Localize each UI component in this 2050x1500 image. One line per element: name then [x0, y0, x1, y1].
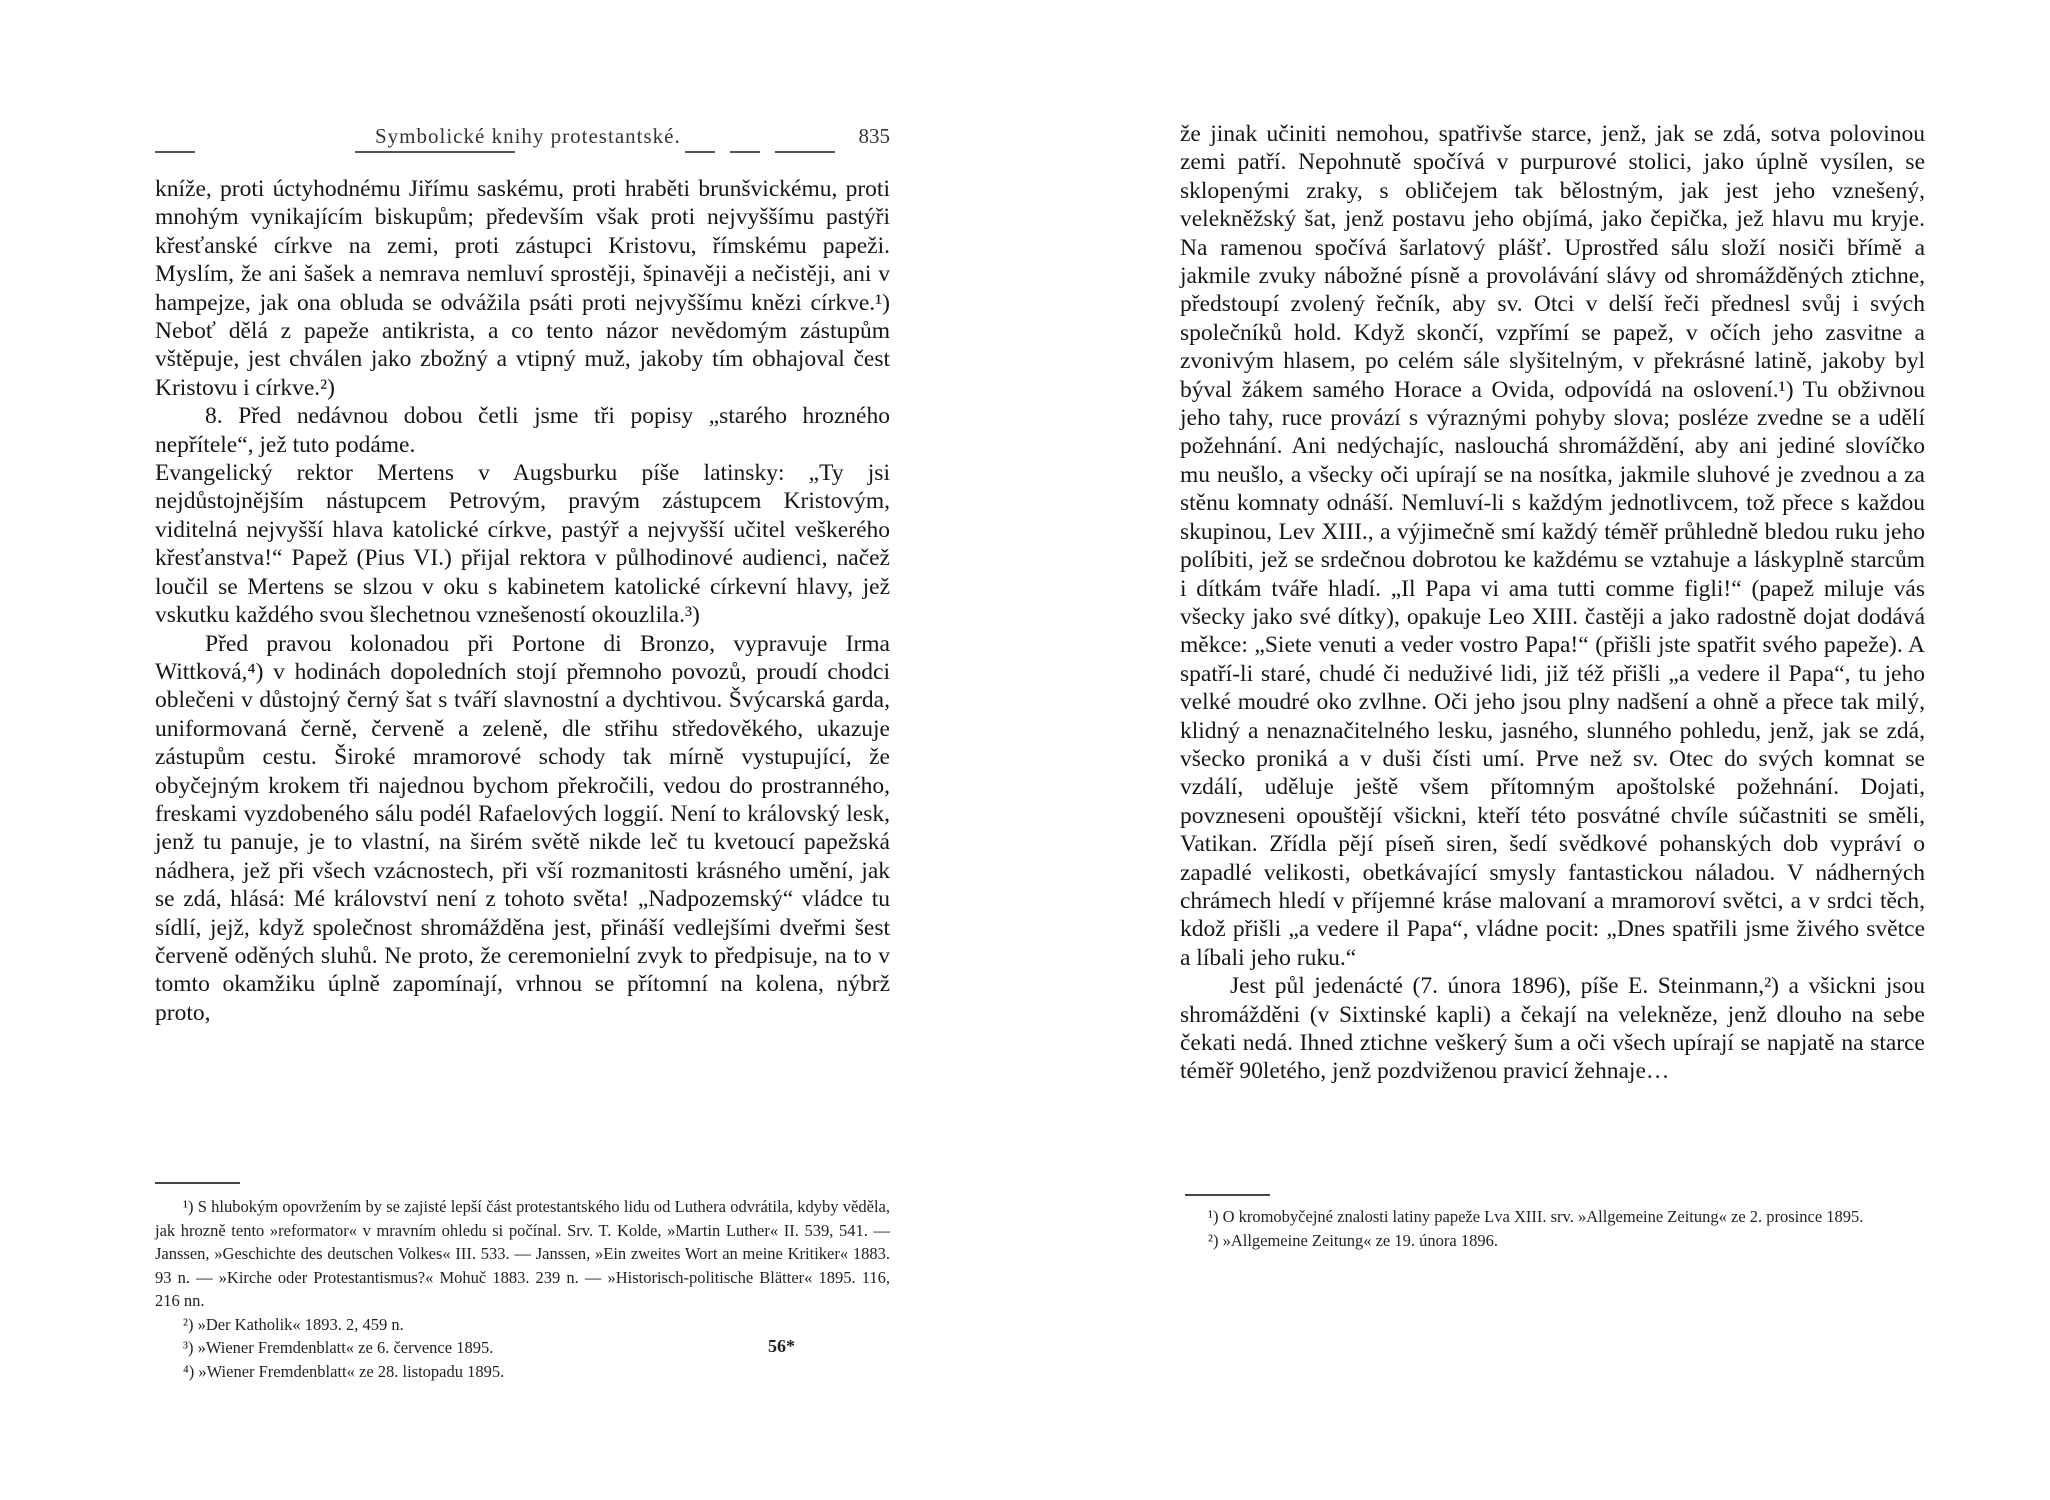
paragraph: Jest půl jedenácté (7. února 1896), píše E. Steinmann,²) a všickni jsou shromážděni (v Sixtinské kapli) a čekají na velekněze, jenž dlouho na sebe čekati nedá. Ihned ztichne veškerý šum a oči všech upírají se napjatě na starce téměř 90letého, jenž pozdviženou pravicí žehnaje… — [1180, 973, 1925, 1085]
page-number: 835 — [858, 124, 890, 148]
header-rule — [775, 151, 835, 153]
header-rule — [730, 151, 760, 153]
header-rule — [355, 151, 515, 153]
signature-mark: 56* — [768, 1336, 795, 1356]
paragraph: Před pravou kolonadou při Portone di Bronzo, vypravuje Irma Wittková,⁴) v hodinách dopoledních stojí přemnoho povozů, proudí chodci oblečeni v důstojný černý šat s tváří slavnostní a dychtivou. Švýcarská garda, uniformovaná černě, červeně a zeleně, dle střihu středověkého, ukazuje zástupům cestu. Široké mramorové schody tak mírně vystupující, že obyčejným krokem tři najednou bychom překročili, vedou do prostranného, freskami vyzdobeného sálu podél Rafaelových loggií. Není to královský lesk, jenž tu panuje, je to vlastní, na širém světě nikde leč tu kvetoucí papežská nádhera, jež při všech vzácnostech, při vší rozmanitosti krásného umění, jak se zdá, hlásá: Mé království není z tohoto světa! „Nadpozemský“ vládce tu sídlí, jejž, když společnost shromážděna jest, přináší vedlejšími dveřmi šest červeně oděných sluhů. Ne proto, že ceremonielní zvyk to předpisuje, na to v tomto okamžiku úplně zapomínají, vrhnou se přítomní na kolena, nýbrž proto, — [155, 630, 890, 1026]
right-footnotes — [1180, 1205, 1925, 1252]
header-rule — [155, 151, 195, 153]
left-body-text — [155, 175, 890, 1027]
paragraph: Evangelický rektor Mertens v Augsburku píše latinsky: „Ty jsi nejdůstojnějším nástupcem Petrovým, pravým zástupcem Kristovým, viditelná nejvyšší hlava katolické církve, pastýř a nejvyšší učitel veškerého křesťanstva!“ Papež (Pius VI.) přijal rektora v půlhodinové audienci, načež loučil se Mertens se slzou v oku s kabinetem katolické církevní hlavy, jež vskutku každého svou šlechetnou vznešeností okouzlila.³) — [155, 460, 890, 629]
footnote: ²) »Allgemeine Zeitung« ze 19. února 1896. — [1208, 1230, 1498, 1250]
header-rule — [685, 151, 715, 153]
footnote: ⁴) »Wiener Fremdenblatt« ze 28. listopadu 1895. — [183, 1361, 505, 1381]
footnote: ¹) S hlubokým opovržením by se zajisté lepší část protestantského lidu od Luthera odvrátila, kdyby věděla, jak hrozně tento »reformator« v mravním ohledu si počínal. Srv. T. Kolde, »Martin Luther« II. 539, 541. — Janssen, »Geschichte des deutschen Volkes« III. 533. — Janssen, »Ein zweites Wort an meine Kritiker« 1883. 93 n. — »Kirche oder Protestantismus?« Mohuč 1883. 239 n. — »Historisch-politische Blätter« 1895. 116, 216 nn. — [155, 1197, 890, 1310]
paragraph: 8. Před nedávnou dobou četli jsme tři popisy „starého hrozného nepřítele“, jež tuto podáme. — [155, 403, 890, 458]
running-head-title: Symbolické knihy protestantské. — [375, 124, 681, 148]
footnote: ¹) O kromobyčejné znalosti latiny papeže Lva XIII. srv. »Allgemeine Zeitung« ze 2. prosince 1895. — [1208, 1207, 1864, 1226]
footnote-rule — [1185, 1194, 1270, 1196]
footnote: ³) »Wiener Fremdenblatt« ze 6. července 1895. — [183, 1338, 494, 1357]
paragraph: kníže, proti úctyhodnému Jiřímu saskému, proti hraběti brunšvickému, proti mnohým vynikajícím biskupům; především však proti nejvyššímu pastýři křesťanské církve na zemi, proti zástupci Kristovu, římskému papeži. Myslím, že ani šašek a nemrava nemluví sprostěji, špinavěji a nečistěji, ani v hampejze, jak ona obluda se odvážila psáti proti nejvyššímu knězi církve.¹) Neboť dělá z papeže antikrista, a co tento názor nevědomým zástupům vštěpuje, jest chválen jako zbožný a vtipný muž, jakoby tím obhajoval čest Kristovu i církve.²) — [155, 176, 890, 401]
running-head — [155, 124, 890, 154]
footnote-rule — [155, 1182, 240, 1184]
footnote: ²) »Der Katholik« 1893. 2, 459 n. — [183, 1314, 404, 1334]
right-body-text — [1180, 120, 1925, 1086]
paragraph: že jinak učiniti nemohou, spatřivše starce, jenž, jak se zdá, sotva polovinou zemi patří. Nepohnutě spočívá v purpurové stolici, jako úplně vysílen, se sklopenými zraky, s obličejem tak bělostným, jak jest jeho vznešený, velekněžský šat, jenž postavu jeho objímá, jako čepička, jež hlavu mu kryje. Na ramenou spočívá šarlatový plášť. Uprostřed sálu složí nosiči břímě a jakmile zvuky nábožné písně a provolávání slávy od shromážděných ztichne, předstoupí zvolený řečník, aby sv. Otci v delší řeči přednesl svůj i svých společníků hold. Když skončí, vzpřímí se papež, v očích jeho zasvitne a zvonivým hlasem, po celém sále slyšitelným, v překrásné latině, jakoby byl býval žákem samého Horace a Ovida, odpovídá na oslovení.¹) Tu obživnou jeho tahy, ruce provází s výraznými pohyby slova; posléze zvedne se a udělí požehnání. Ani nedýchajíc, naslouchá shromáždění, aby ani jediné slovíčko mu neušlo, a všecky oči upírají se na nosítka, jakmile sluhové je zvednou a za stěnu komnaty odnáší. Nemluví-li s každým jednotlivcem, tož přece s každou skupinou, Lev XIII., a výjimečně smí každý téměř průhledně bledou ruku jeho políbiti, jež se srdečnou dobrotou ke každému se vztahuje a láskyplně starcům i dítkám tváře hladí. „Il Papa vi ama tutti comme figli!“ (papež miluje vás všecky jako své dítky), opakuje Leo XIII. častěji a jako radostně dojat dodává měkce: „Siete venuti a veder vostro Papa!“ (přišli jste spatřit svého papeže). A spatří-li staré, chudé či neduživé lidi, již též přišli „a vedere il Papa“, tu jeho velké moudré oko zvlhne. Oči jeho jsou plny nadšení a ohně a přece tak milý, klidný a nenaznačitelného lesku, jasného, slunného pohledu, jenž, jak se zdá, všecko proniká a v duši čísti umí. Prve než sv. Otec do svých komnat se vzdálí, uděluje ještě všem přítomným apoštolské požehnání. Dojati, povzneseni opouštějí všickni, kteří této posvátné chvíle súčastniti se směli, Vatikan. Zřídla pějí píseň siren, šedí svědkové pohanských dob vypráví o zapadlé velikosti, obetkávající smysly fantastickou náladou. V nádherných chrámech hledí v příjemné kráse malovaní a mramoroví světci, a v srdci těch, kdož přišli „a vedere il Papa“, vládne pocit: „Dnes spatřili jsme živého světce a líbali jeho ruku.“ — [1180, 121, 1925, 971]
